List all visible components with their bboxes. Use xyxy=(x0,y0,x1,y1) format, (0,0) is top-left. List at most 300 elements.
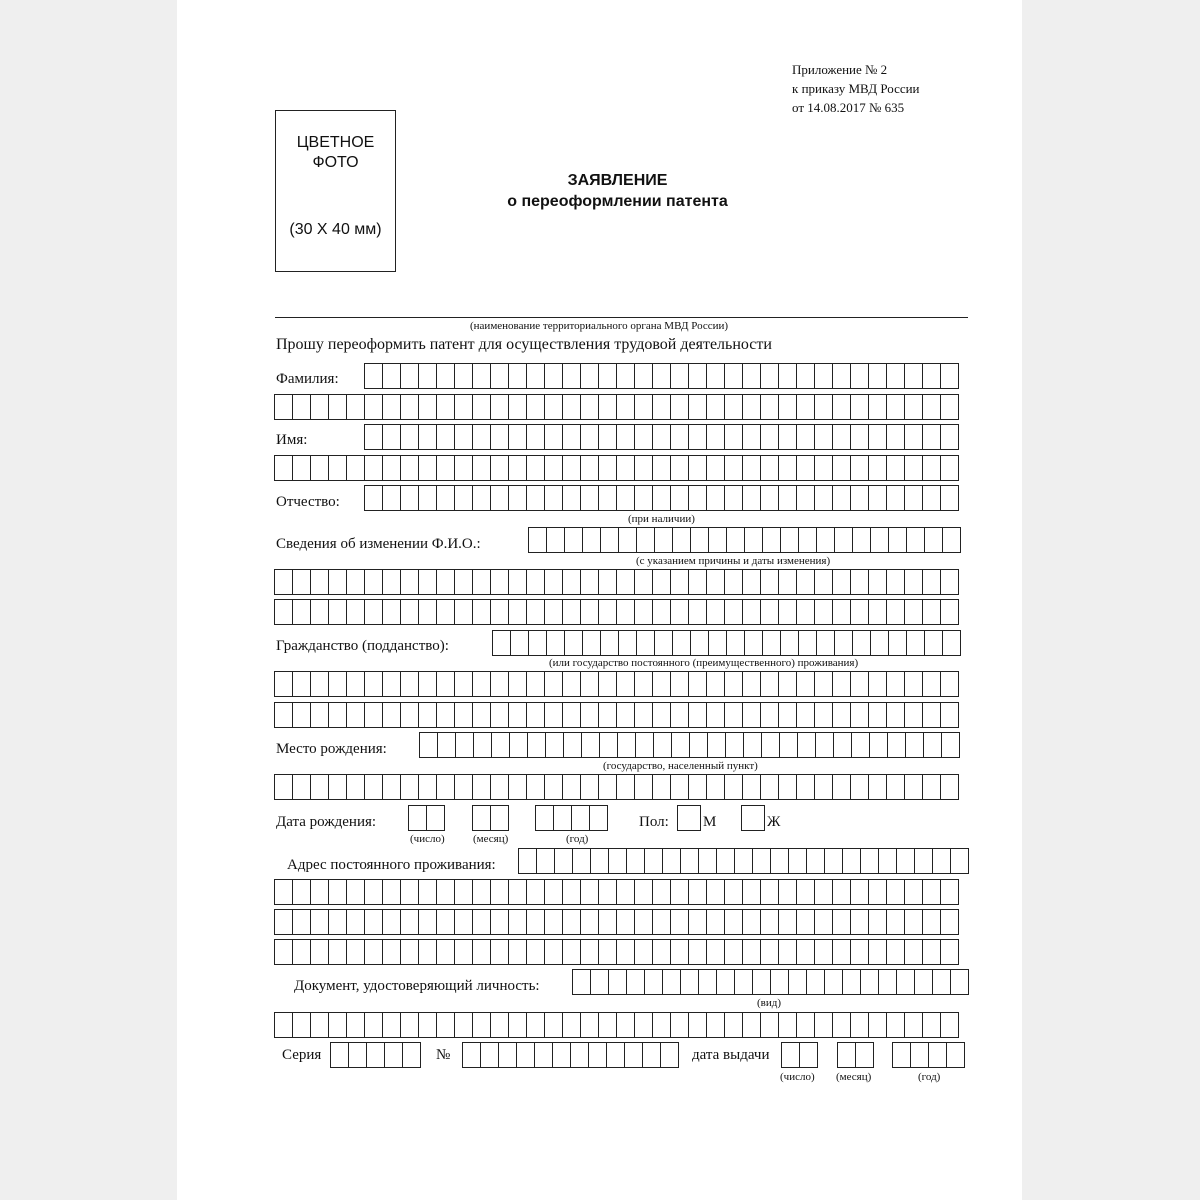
char-cell[interactable] xyxy=(292,455,311,481)
char-cell[interactable] xyxy=(490,569,509,595)
char-cell[interactable] xyxy=(816,527,835,553)
char-cell[interactable] xyxy=(454,599,473,625)
char-cell[interactable] xyxy=(598,455,617,481)
char-cell[interactable] xyxy=(662,969,681,995)
char-cell[interactable] xyxy=(598,569,617,595)
char-cell[interactable] xyxy=(527,732,546,758)
char-cell[interactable] xyxy=(490,1012,509,1038)
char-cell[interactable] xyxy=(770,848,789,874)
char-cell[interactable] xyxy=(634,1012,653,1038)
char-cell[interactable] xyxy=(814,424,833,450)
char-cell[interactable] xyxy=(708,527,727,553)
char-cell[interactable] xyxy=(707,732,726,758)
char-cell[interactable] xyxy=(328,455,347,481)
char-cell[interactable] xyxy=(706,1012,725,1038)
char-cell[interactable] xyxy=(455,732,474,758)
char-cell[interactable] xyxy=(688,455,707,481)
char-cell[interactable] xyxy=(706,569,725,595)
char-cell[interactable] xyxy=(922,909,941,935)
char-cell[interactable] xyxy=(570,1042,589,1068)
char-cell[interactable] xyxy=(310,879,329,905)
char-cell[interactable] xyxy=(544,939,563,965)
char-cell[interactable] xyxy=(868,424,887,450)
char-cell[interactable] xyxy=(328,569,347,595)
char-cell[interactable] xyxy=(940,485,959,511)
char-cell[interactable] xyxy=(941,732,960,758)
char-cell[interactable] xyxy=(618,527,637,553)
char-cell[interactable] xyxy=(508,909,527,935)
char-cell[interactable] xyxy=(670,879,689,905)
char-cell[interactable] xyxy=(617,732,636,758)
char-cell[interactable] xyxy=(824,969,843,995)
char-cell[interactable] xyxy=(490,424,509,450)
char-cell[interactable] xyxy=(598,599,617,625)
char-cell[interactable] xyxy=(418,909,437,935)
number-field[interactable] xyxy=(462,1042,679,1068)
char-cell[interactable] xyxy=(562,485,581,511)
char-cell[interactable] xyxy=(634,671,653,697)
char-cell[interactable] xyxy=(940,424,959,450)
char-cell[interactable] xyxy=(940,774,959,800)
char-cell[interactable] xyxy=(436,485,455,511)
char-cell[interactable] xyxy=(850,939,869,965)
char-cell[interactable] xyxy=(526,394,545,420)
char-cell[interactable] xyxy=(922,455,941,481)
char-cell[interactable] xyxy=(868,671,887,697)
char-cell[interactable] xyxy=(544,1012,563,1038)
char-cell[interactable] xyxy=(814,939,833,965)
char-cell[interactable] xyxy=(634,774,653,800)
birth-day-field[interactable] xyxy=(408,805,445,831)
char-cell[interactable] xyxy=(562,599,581,625)
char-cell[interactable] xyxy=(544,363,563,389)
char-cell[interactable] xyxy=(904,569,923,595)
char-cell[interactable] xyxy=(292,939,311,965)
char-cell[interactable] xyxy=(922,363,941,389)
char-cell[interactable] xyxy=(868,1012,887,1038)
char-cell[interactable] xyxy=(346,774,365,800)
char-cell[interactable] xyxy=(400,774,419,800)
char-cell[interactable] xyxy=(634,702,653,728)
char-cell[interactable] xyxy=(598,909,617,935)
char-cell[interactable] xyxy=(778,939,797,965)
char-cell[interactable] xyxy=(940,909,959,935)
char-cell[interactable] xyxy=(708,630,727,656)
char-cell[interactable] xyxy=(310,394,329,420)
char-cell[interactable] xyxy=(402,1042,421,1068)
char-cell[interactable] xyxy=(473,732,492,758)
char-cell[interactable] xyxy=(562,702,581,728)
char-cell[interactable] xyxy=(814,599,833,625)
char-cell[interactable] xyxy=(510,630,529,656)
char-cell[interactable] xyxy=(490,909,509,935)
char-cell[interactable] xyxy=(868,394,887,420)
char-cell[interactable] xyxy=(904,599,923,625)
char-cell[interactable] xyxy=(608,848,627,874)
char-cell[interactable] xyxy=(950,848,969,874)
char-cell[interactable] xyxy=(274,394,293,420)
char-cell[interactable] xyxy=(636,630,655,656)
char-cell[interactable] xyxy=(688,363,707,389)
char-cell[interactable] xyxy=(490,939,509,965)
char-cell[interactable] xyxy=(616,702,635,728)
char-cell[interactable] xyxy=(274,599,293,625)
char-cell[interactable] xyxy=(616,774,635,800)
char-cell[interactable] xyxy=(742,363,761,389)
char-cell[interactable] xyxy=(508,1012,527,1038)
char-cell[interactable] xyxy=(832,909,851,935)
char-cell[interactable] xyxy=(652,485,671,511)
char-cell[interactable] xyxy=(814,394,833,420)
char-cell[interactable] xyxy=(725,732,744,758)
char-cell[interactable] xyxy=(526,424,545,450)
char-cell[interactable] xyxy=(788,969,807,995)
char-cell[interactable] xyxy=(688,569,707,595)
name-field-row1[interactable] xyxy=(364,424,959,450)
char-cell[interactable] xyxy=(832,702,851,728)
char-cell[interactable] xyxy=(418,671,437,697)
char-cell[interactable] xyxy=(706,363,725,389)
char-cell[interactable] xyxy=(742,394,761,420)
char-cell[interactable] xyxy=(328,879,347,905)
char-cell[interactable] xyxy=(796,599,815,625)
char-cell[interactable] xyxy=(330,1042,349,1068)
char-cell[interactable] xyxy=(546,630,565,656)
char-cell[interactable] xyxy=(742,424,761,450)
char-cell[interactable] xyxy=(436,569,455,595)
char-cell[interactable] xyxy=(850,599,869,625)
char-cell[interactable] xyxy=(580,394,599,420)
char-cell[interactable] xyxy=(688,1012,707,1038)
char-cell[interactable] xyxy=(797,732,816,758)
char-cell[interactable] xyxy=(779,732,798,758)
char-cell[interactable] xyxy=(652,455,671,481)
char-cell[interactable] xyxy=(274,455,293,481)
char-cell[interactable] xyxy=(346,394,365,420)
char-cell[interactable] xyxy=(572,969,591,995)
surname-field-row2[interactable] xyxy=(274,394,959,420)
char-cell[interactable] xyxy=(670,424,689,450)
char-cell[interactable] xyxy=(798,630,817,656)
char-cell[interactable] xyxy=(419,732,438,758)
char-cell[interactable] xyxy=(490,485,509,511)
char-cell[interactable] xyxy=(904,939,923,965)
char-cell[interactable] xyxy=(472,671,491,697)
char-cell[interactable] xyxy=(760,1012,779,1038)
char-cell[interactable] xyxy=(761,732,780,758)
char-cell[interactable] xyxy=(905,732,924,758)
char-cell[interactable] xyxy=(292,569,311,595)
char-cell[interactable] xyxy=(868,455,887,481)
char-cell[interactable] xyxy=(472,599,491,625)
char-cell[interactable] xyxy=(580,671,599,697)
char-cell[interactable] xyxy=(382,455,401,481)
char-cell[interactable] xyxy=(418,363,437,389)
char-cell[interactable] xyxy=(837,1042,856,1068)
char-cell[interactable] xyxy=(526,485,545,511)
char-cell[interactable] xyxy=(454,455,473,481)
char-cell[interactable] xyxy=(654,630,673,656)
char-cell[interactable] xyxy=(310,599,329,625)
char-cell[interactable] xyxy=(940,363,959,389)
char-cell[interactable] xyxy=(310,1012,329,1038)
char-cell[interactable] xyxy=(436,1012,455,1038)
char-cell[interactable] xyxy=(742,485,761,511)
char-cell[interactable] xyxy=(868,363,887,389)
char-cell[interactable] xyxy=(814,909,833,935)
char-cell[interactable] xyxy=(716,848,735,874)
char-cell[interactable] xyxy=(562,1012,581,1038)
char-cell[interactable] xyxy=(563,732,582,758)
address-field-row1[interactable] xyxy=(518,848,969,874)
char-cell[interactable] xyxy=(400,671,419,697)
char-cell[interactable] xyxy=(554,848,573,874)
char-cell[interactable] xyxy=(528,630,547,656)
char-cell[interactable] xyxy=(472,774,491,800)
char-cell[interactable] xyxy=(886,599,905,625)
char-cell[interactable] xyxy=(928,1042,947,1068)
char-cell[interactable] xyxy=(364,485,383,511)
char-cell[interactable] xyxy=(292,1012,311,1038)
char-cell[interactable] xyxy=(364,774,383,800)
char-cell[interactable] xyxy=(724,702,743,728)
char-cell[interactable] xyxy=(706,455,725,481)
char-cell[interactable] xyxy=(670,485,689,511)
char-cell[interactable] xyxy=(734,848,753,874)
char-cell[interactable] xyxy=(382,774,401,800)
char-cell[interactable] xyxy=(670,774,689,800)
char-cell[interactable] xyxy=(742,455,761,481)
char-cell[interactable] xyxy=(472,879,491,905)
char-cell[interactable] xyxy=(346,599,365,625)
char-cell[interactable] xyxy=(762,630,781,656)
char-cell[interactable] xyxy=(788,848,807,874)
char-cell[interactable] xyxy=(706,774,725,800)
char-cell[interactable] xyxy=(940,879,959,905)
char-cell[interactable] xyxy=(454,671,473,697)
series-field[interactable] xyxy=(330,1042,421,1068)
char-cell[interactable] xyxy=(770,969,789,995)
birthplace-field-row2[interactable] xyxy=(274,774,959,800)
char-cell[interactable] xyxy=(472,805,491,831)
char-cell[interactable] xyxy=(508,485,527,511)
char-cell[interactable] xyxy=(364,455,383,481)
char-cell[interactable] xyxy=(292,394,311,420)
char-cell[interactable] xyxy=(616,485,635,511)
char-cell[interactable] xyxy=(534,1042,553,1068)
char-cell[interactable] xyxy=(850,455,869,481)
char-cell[interactable] xyxy=(724,569,743,595)
char-cell[interactable] xyxy=(940,671,959,697)
name-change-field-row3[interactable] xyxy=(274,599,959,625)
char-cell[interactable] xyxy=(670,909,689,935)
char-cell[interactable] xyxy=(346,702,365,728)
char-cell[interactable] xyxy=(400,1012,419,1038)
char-cell[interactable] xyxy=(868,702,887,728)
char-cell[interactable] xyxy=(400,569,419,595)
char-cell[interactable] xyxy=(741,805,765,831)
char-cell[interactable] xyxy=(742,569,761,595)
char-cell[interactable] xyxy=(924,630,943,656)
char-cell[interactable] xyxy=(454,702,473,728)
char-cell[interactable] xyxy=(796,909,815,935)
char-cell[interactable] xyxy=(886,455,905,481)
char-cell[interactable] xyxy=(580,1012,599,1038)
char-cell[interactable] xyxy=(760,671,779,697)
char-cell[interactable] xyxy=(544,599,563,625)
char-cell[interactable] xyxy=(652,394,671,420)
char-cell[interactable] xyxy=(778,569,797,595)
char-cell[interactable] xyxy=(274,879,293,905)
char-cell[interactable] xyxy=(552,1042,571,1068)
char-cell[interactable] xyxy=(634,599,653,625)
char-cell[interactable] xyxy=(292,879,311,905)
char-cell[interactable] xyxy=(742,909,761,935)
char-cell[interactable] xyxy=(744,630,763,656)
char-cell[interactable] xyxy=(742,702,761,728)
char-cell[interactable] xyxy=(598,702,617,728)
char-cell[interactable] xyxy=(814,1012,833,1038)
char-cell[interactable] xyxy=(886,1012,905,1038)
char-cell[interactable] xyxy=(490,671,509,697)
char-cell[interactable] xyxy=(600,630,619,656)
char-cell[interactable] xyxy=(364,599,383,625)
char-cell[interactable] xyxy=(626,969,645,995)
char-cell[interactable] xyxy=(626,848,645,874)
char-cell[interactable] xyxy=(526,879,545,905)
char-cell[interactable] xyxy=(292,671,311,697)
char-cell[interactable] xyxy=(742,939,761,965)
char-cell[interactable] xyxy=(832,394,851,420)
char-cell[interactable] xyxy=(778,774,797,800)
char-cell[interactable] xyxy=(580,879,599,905)
char-cell[interactable] xyxy=(328,939,347,965)
char-cell[interactable] xyxy=(328,702,347,728)
char-cell[interactable] xyxy=(672,630,691,656)
char-cell[interactable] xyxy=(815,732,834,758)
char-cell[interactable] xyxy=(508,702,527,728)
char-cell[interactable] xyxy=(436,879,455,905)
char-cell[interactable] xyxy=(400,702,419,728)
char-cell[interactable] xyxy=(886,363,905,389)
char-cell[interactable] xyxy=(778,485,797,511)
char-cell[interactable] xyxy=(490,805,509,831)
char-cell[interactable] xyxy=(924,527,943,553)
char-cell[interactable] xyxy=(744,527,763,553)
char-cell[interactable] xyxy=(364,569,383,595)
char-cell[interactable] xyxy=(670,569,689,595)
char-cell[interactable] xyxy=(437,732,456,758)
char-cell[interactable] xyxy=(526,774,545,800)
char-cell[interactable] xyxy=(364,909,383,935)
char-cell[interactable] xyxy=(608,969,627,995)
char-cell[interactable] xyxy=(760,424,779,450)
char-cell[interactable] xyxy=(887,732,906,758)
char-cell[interactable] xyxy=(382,939,401,965)
char-cell[interactable] xyxy=(454,424,473,450)
char-cell[interactable] xyxy=(906,527,925,553)
char-cell[interactable] xyxy=(832,939,851,965)
char-cell[interactable] xyxy=(624,1042,643,1068)
char-cell[interactable] xyxy=(526,363,545,389)
char-cell[interactable] xyxy=(292,599,311,625)
char-cell[interactable] xyxy=(742,1012,761,1038)
char-cell[interactable] xyxy=(670,671,689,697)
char-cell[interactable] xyxy=(698,969,717,995)
char-cell[interactable] xyxy=(436,599,455,625)
name-change-field-row1[interactable] xyxy=(528,527,961,553)
char-cell[interactable] xyxy=(418,939,437,965)
char-cell[interactable] xyxy=(544,879,563,905)
char-cell[interactable] xyxy=(670,702,689,728)
char-cell[interactable] xyxy=(400,394,419,420)
char-cell[interactable] xyxy=(806,969,825,995)
char-cell[interactable] xyxy=(508,939,527,965)
char-cell[interactable] xyxy=(688,879,707,905)
char-cell[interactable] xyxy=(652,1012,671,1038)
char-cell[interactable] xyxy=(796,879,815,905)
char-cell[interactable] xyxy=(274,569,293,595)
char-cell[interactable] xyxy=(868,569,887,595)
char-cell[interactable] xyxy=(582,527,601,553)
char-cell[interactable] xyxy=(652,939,671,965)
char-cell[interactable] xyxy=(310,455,329,481)
char-cell[interactable] xyxy=(490,394,509,420)
char-cell[interactable] xyxy=(671,732,690,758)
char-cell[interactable] xyxy=(364,363,383,389)
char-cell[interactable] xyxy=(724,455,743,481)
char-cell[interactable] xyxy=(886,909,905,935)
char-cell[interactable] xyxy=(724,424,743,450)
char-cell[interactable] xyxy=(310,909,329,935)
char-cell[interactable] xyxy=(310,939,329,965)
char-cell[interactable] xyxy=(598,1012,617,1038)
char-cell[interactable] xyxy=(680,848,699,874)
char-cell[interactable] xyxy=(508,455,527,481)
char-cell[interactable] xyxy=(670,939,689,965)
char-cell[interactable] xyxy=(760,485,779,511)
char-cell[interactable] xyxy=(886,424,905,450)
char-cell[interactable] xyxy=(850,394,869,420)
char-cell[interactable] xyxy=(652,599,671,625)
char-cell[interactable] xyxy=(346,909,365,935)
char-cell[interactable] xyxy=(436,702,455,728)
char-cell[interactable] xyxy=(904,455,923,481)
char-cell[interactable] xyxy=(904,424,923,450)
char-cell[interactable] xyxy=(742,671,761,697)
char-cell[interactable] xyxy=(508,774,527,800)
char-cell[interactable] xyxy=(850,363,869,389)
char-cell[interactable] xyxy=(870,630,889,656)
char-cell[interactable] xyxy=(653,732,672,758)
char-cell[interactable] xyxy=(734,969,753,995)
char-cell[interactable] xyxy=(508,424,527,450)
char-cell[interactable] xyxy=(652,909,671,935)
char-cell[interactable] xyxy=(716,969,735,995)
char-cell[interactable] xyxy=(922,774,941,800)
char-cell[interactable] xyxy=(634,569,653,595)
char-cell[interactable] xyxy=(382,569,401,595)
char-cell[interactable] xyxy=(762,527,781,553)
char-cell[interactable] xyxy=(635,732,654,758)
char-cell[interactable] xyxy=(922,671,941,697)
char-cell[interactable] xyxy=(778,599,797,625)
char-cell[interactable] xyxy=(580,455,599,481)
char-cell[interactable] xyxy=(616,394,635,420)
char-cell[interactable] xyxy=(896,969,915,995)
char-cell[interactable] xyxy=(526,599,545,625)
char-cell[interactable] xyxy=(922,879,941,905)
